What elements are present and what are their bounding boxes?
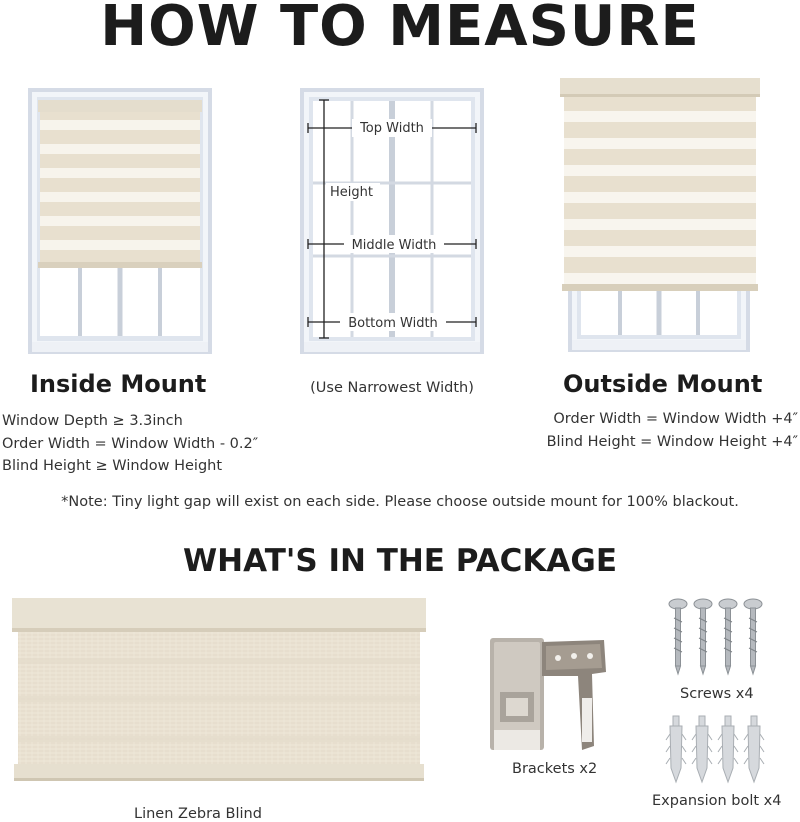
outside-mount-title: Outside Mount [563,370,763,398]
expansion-bolt-caption: Expansion bolt x4 [652,793,782,809]
blind-product-image [12,598,428,784]
screws-caption: Screws x4 [680,686,754,702]
top-width-label: Top Width [360,121,424,136]
inside-mount-illustration [28,88,212,354]
brackets-caption: Brackets x2 [512,761,598,777]
screws-image [660,598,770,676]
middle-width-label: Middle Width [351,238,437,253]
spec-line: Order Width = Window Width +4″ [553,411,798,427]
blackout-note: *Note: Tiny light gap will exist on each side. Please choose outside mount for 100% blackout. [61,494,739,510]
spec-line: Blind Height = Window Height +4″ [546,433,798,450]
outside-mount-illustration [560,78,760,354]
outside-mount-specs [547,408,798,453]
spec-line: Blind Height ≥ Window Height [2,458,223,474]
package-title: WHAT'S IN THE PACKAGE [182,543,618,579]
blind-caption: Linen Zebra Blind [134,806,262,822]
page-title: HOW TO MEASURE [100,0,700,59]
inside-mount-title: Inside Mount [30,370,207,398]
brackets-image [486,632,616,756]
inside-mount-specs [2,410,258,478]
bottom-width-label: Bottom Width [348,316,438,331]
expansion-bolts-image [660,716,772,786]
spec-line: Order Width = Window Width - 0.2″ [2,435,259,452]
spec-line: Window Depth ≥ 3.3inch [2,413,183,429]
height-label: Height [330,185,373,200]
measure-diagram [300,88,484,354]
narrowest-width-caption: (Use Narrowest Width) [310,380,474,396]
